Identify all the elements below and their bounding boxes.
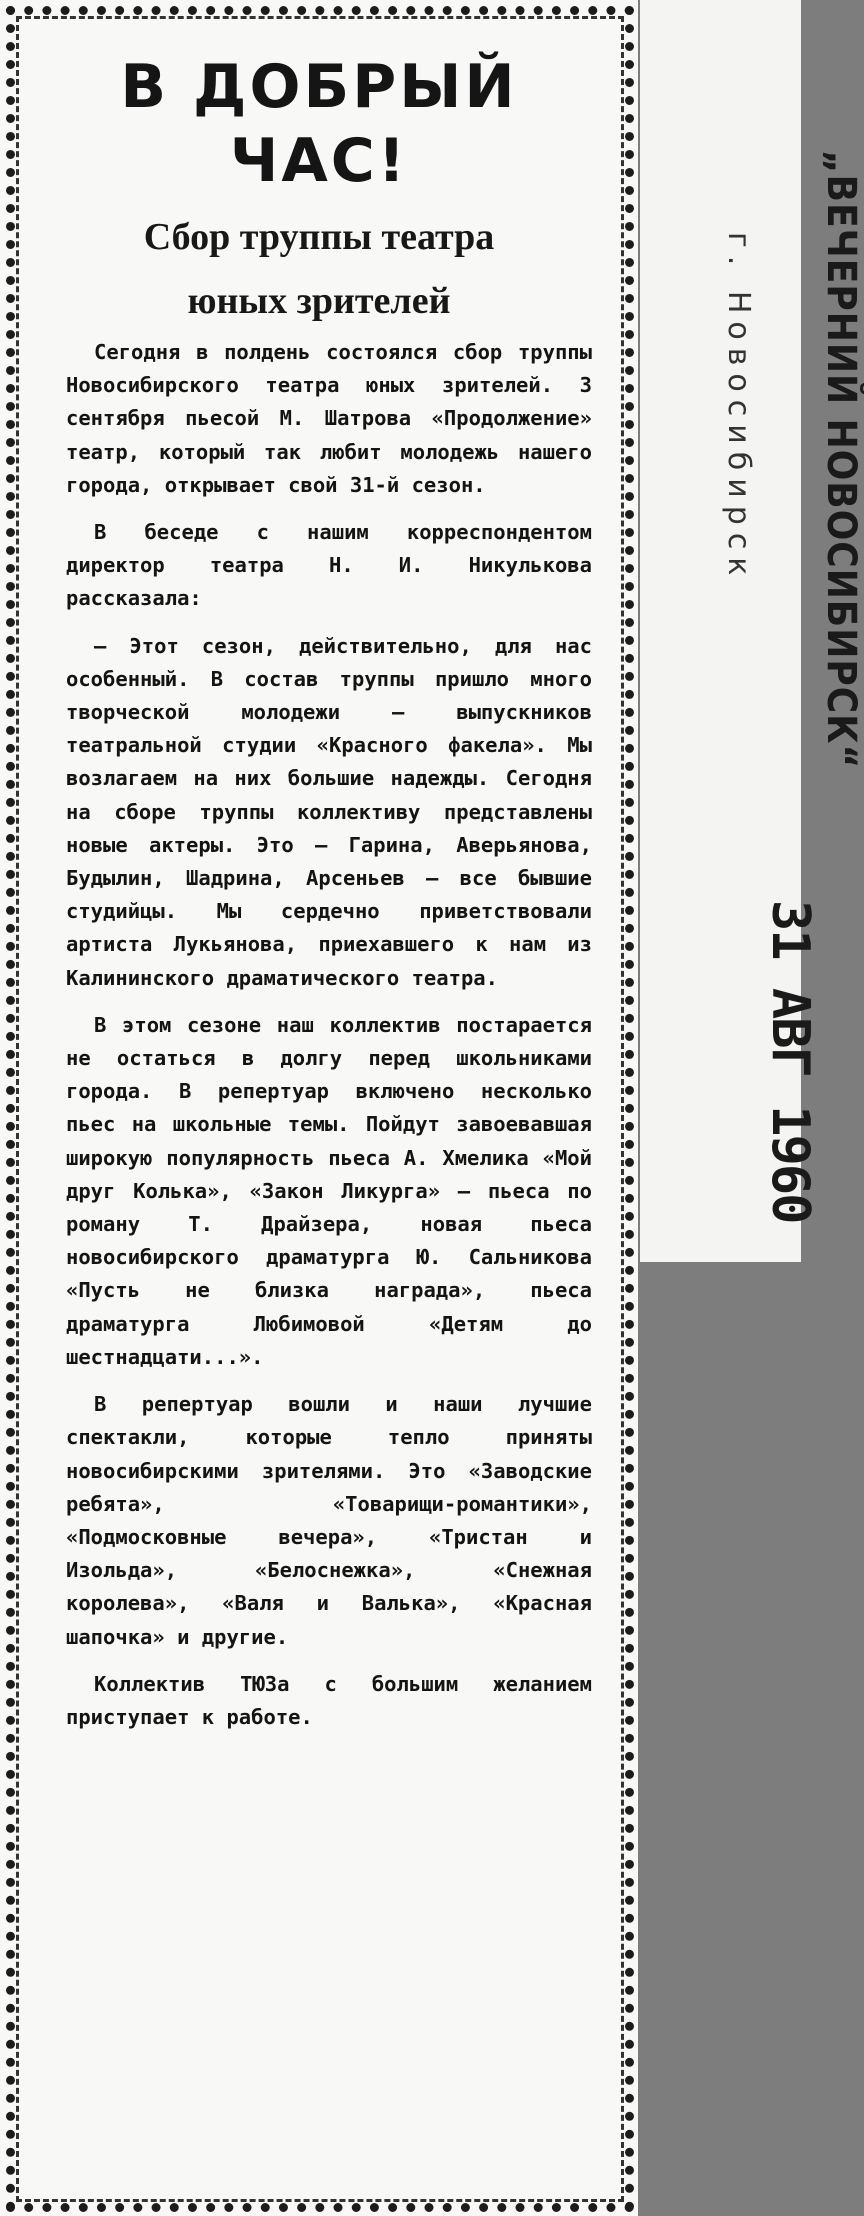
source-stamp-card <box>640 0 864 1262</box>
article-paragraph: Сегодня в полдень состоялся сбор труппы Новосибирского театра юных зрителей. 3 сентября пьесой М. Шатрова «Продолжение» театр, который так любит молодежь нашего города, открывает свой 31-й сезон. <box>66 340 592 497</box>
article-paragraph: В этом сезоне наш коллектив постарается не остаться в долгу перед школьниками города. В репертуар включено несколько пьес на школьные темы. Пойдут завоевавшая широкую популярность пьеса А. Хмелика «Мой друг Колька», «Закон Ликурга» — пьеса по роману Т. Драйзера, новая пьеса новосибирского драматурга Ю. Сальникова «Пусть не близка награда», пьеса драматурга Любимовой «Детям до шестнадцати...». <box>66 1012 592 1369</box>
headline-line-2: ЧАС! <box>229 126 409 196</box>
article-paragraph: Коллектив ТЮЗа с большим желанием приступает к работе. <box>66 1671 592 1729</box>
subheadline-line-1: Сбор труппы театра <box>143 216 495 258</box>
headline-line-1: В ДОБРЫЙ <box>120 52 518 122</box>
article-body <box>66 336 592 1734</box>
article-paragraph: В беседе с нашим корреспондентом директор театра Н. И. Никулькова рассказала: <box>66 520 592 611</box>
newspaper-name-stamp: „ВЕЧЕРНИЙ НОВОСИБИРСК“ <box>818 150 864 770</box>
city-stamp: г. Новосибирск <box>721 232 756 584</box>
article-paragraph: — Этот сезон, действительно, для нас особенный. В состав труппы пришло много творческой молодежи — выпускников театральной студии «Красного факела». Мы возлагаем на них большие надежды. Сегодня на сборе труппы коллективу представлены новые актеры. Это — Гарина, Аверьянова, Будылин, Шадрина, Арсеньев — все бывшие студийцы. Мы сердечно приветствовали артиста Лукьянова, приехавшего к нам из Калининского драматического театра. <box>66 633 592 990</box>
subheadline-line-2: юных зрителей <box>187 280 451 322</box>
date-stamp: 31 АВГ 1960 <box>760 900 820 1223</box>
article-paragraph: В репертуар вошли и наши лучшие спектакли, которые тепло приняты новосибирскими зрителями. Это «Заводские ребята», «Товарищи-романтики», «Подмосковные вечера», «Тристан и Изольда», «Белоснежка», «Снежная королева», «Валя и Валька», «Красная шапочка» и другие. <box>66 1392 592 1649</box>
